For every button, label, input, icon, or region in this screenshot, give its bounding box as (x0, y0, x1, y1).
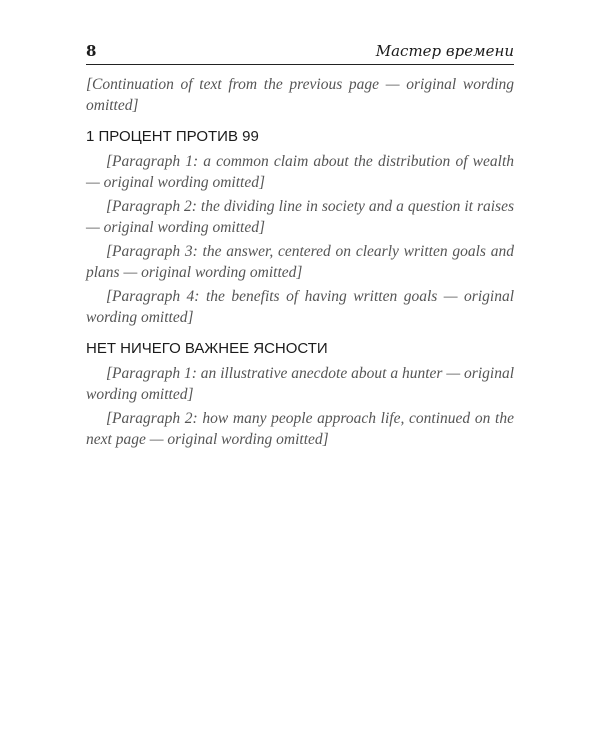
paragraph: [Paragraph 1: an illustrative anecdote about a hunter — original wording omitted] (86, 365, 514, 403)
body-text (86, 74, 514, 453)
paragraph: [Paragraph 1: a common claim about the distribution of wealth — original wording omitted] (86, 153, 514, 191)
section-heading-1: 1 ПРОЦЕНТ ПРОТИВ 99 (86, 128, 259, 145)
book-title: Мастер времени (375, 42, 514, 60)
running-header (86, 42, 514, 65)
paragraph: [Paragraph 2: how many people approach life, continued on the next page — original wording omitted] (86, 410, 514, 448)
page-number: 8 (86, 42, 97, 60)
paragraph: [Paragraph 3: the answer, centered on clearly written goals and plans — original wording omitted] (86, 243, 514, 281)
paragraph: [Paragraph 2: the dividing line in society and a question it raises — original wording omitted] (86, 198, 514, 236)
section-heading-2: НЕТ НИЧЕГО ВАЖНЕЕ ЯСНОСТИ (86, 340, 328, 357)
paragraph: [Paragraph 4: the benefits of having written goals — original wording omitted] (86, 288, 514, 326)
continuation-paragraph: [Continuation of text from the previous page — original wording omitted] (86, 76, 514, 114)
